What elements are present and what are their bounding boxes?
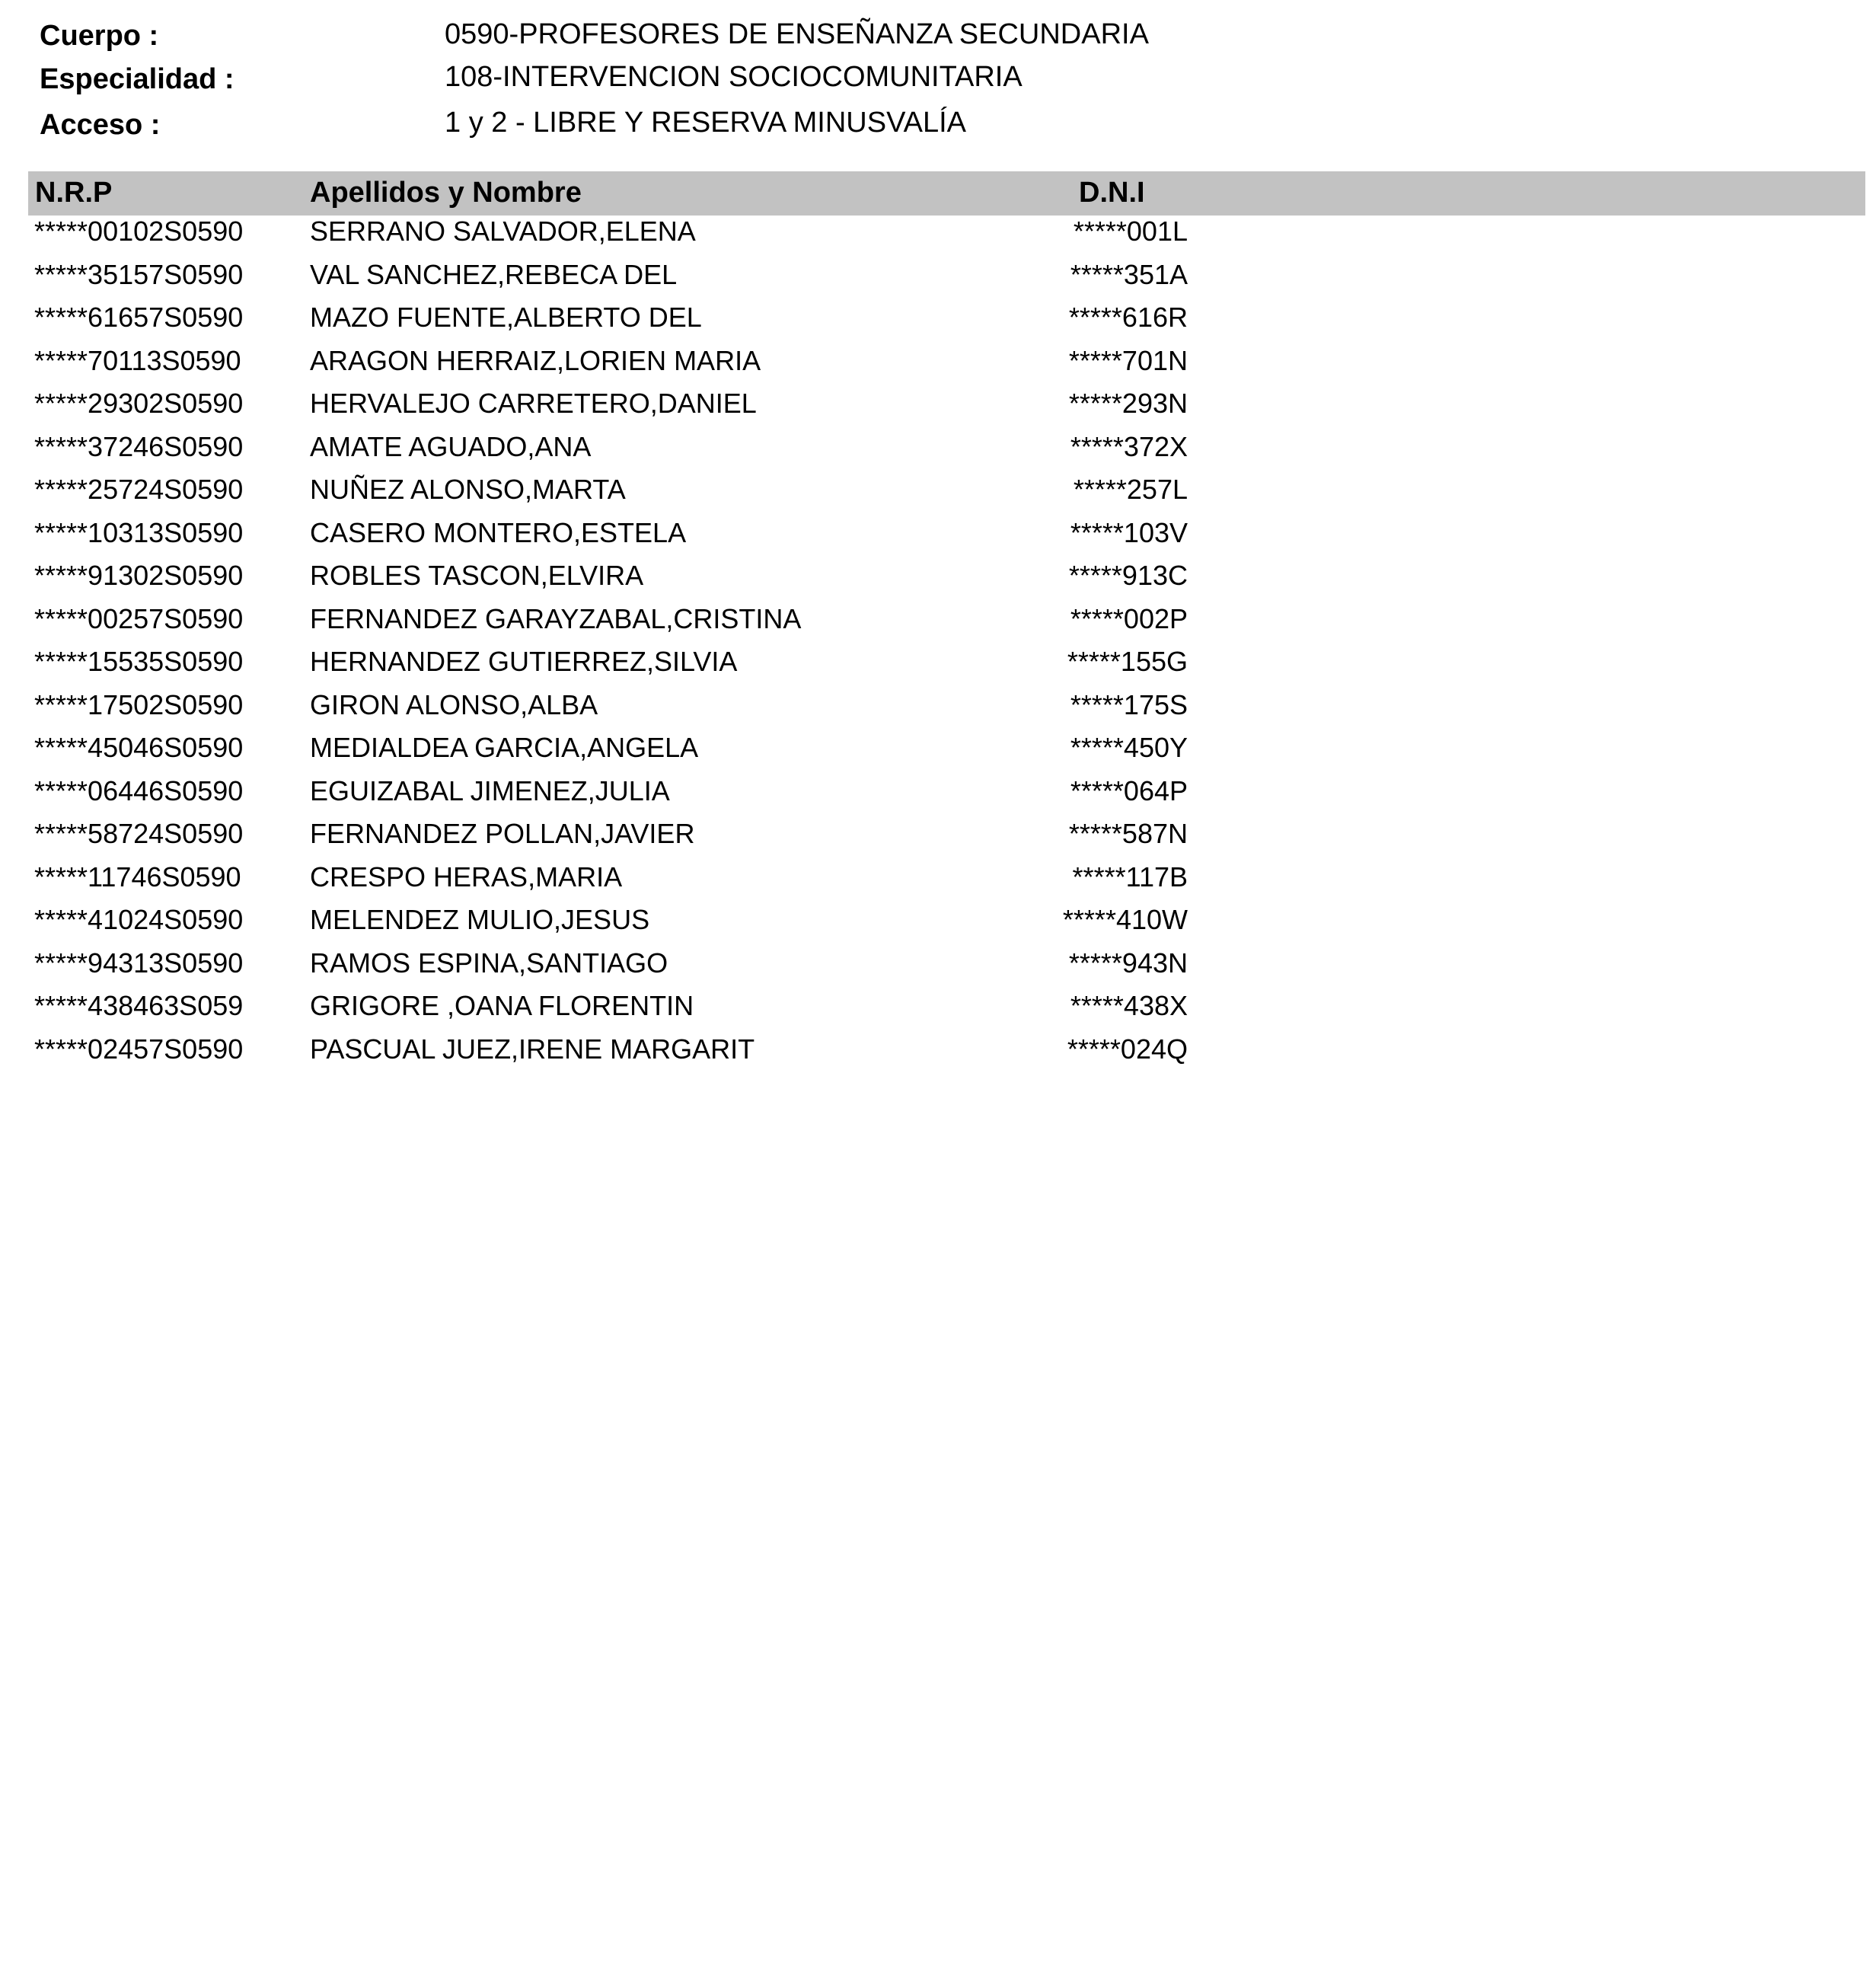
- cell-name: GIRON ALONSO,ALBA: [310, 688, 598, 720]
- table-row: [0, 218, 1876, 260]
- table-row: [0, 258, 1876, 304]
- table-row: [0, 390, 1876, 433]
- table-row: [0, 947, 1876, 992]
- cell-nrp: *****94313S0590: [34, 947, 244, 979]
- cell-nrp: *****438463S059: [34, 990, 244, 1021]
- cell-nrp: *****41024S0590: [34, 904, 244, 935]
- table-row: [0, 734, 1876, 777]
- table-row: [0, 992, 1876, 1035]
- cell-name: RAMOS ESPINA,SANTIAGO: [310, 947, 668, 979]
- cell-dni: *****616R: [1068, 302, 1188, 333]
- cell-name: MAZO FUENTE,ALBERTO DEL: [310, 302, 702, 333]
- cell-dni: *****943N: [1068, 947, 1188, 979]
- cell-dni: *****103V: [1070, 516, 1188, 548]
- table-header-bar: [28, 171, 1865, 216]
- cell-dni: *****372X: [1070, 430, 1188, 462]
- cell-name: MELENDEZ MULIO,JESUS: [310, 904, 650, 935]
- cell-name: PASCUAL JUEZ,IRENE MARGARIT: [310, 1033, 755, 1065]
- acceso-value: 1 y 2 - LIBRE Y RESERVA MINUSVALÍA: [445, 107, 966, 139]
- table-row: [0, 820, 1876, 863]
- cell-name: HERVALEJO CARRETERO,DANIEL: [310, 388, 757, 419]
- column-header-nrp: N.R.P: [35, 177, 113, 209]
- table-row: [0, 688, 1876, 734]
- cell-dni: *****024Q: [1067, 1033, 1188, 1065]
- cell-nrp: *****91302S0590: [34, 560, 244, 591]
- cell-dni: *****064P: [1070, 774, 1188, 806]
- cell-dni: *****587N: [1068, 818, 1188, 849]
- table-row: [0, 304, 1876, 346]
- especialidad-label: Especialidad :: [40, 63, 234, 95]
- cell-name: ROBLES TASCON,ELVIRA: [310, 560, 644, 591]
- table-row: [0, 648, 1876, 691]
- cell-dni: *****410W: [1062, 904, 1188, 935]
- table-row: [0, 602, 1876, 648]
- cell-dni: *****155G: [1067, 646, 1188, 677]
- cell-name: ARAGON HERRAIZ,LORIEN MARIA: [310, 344, 761, 376]
- cell-nrp: *****70113S0590: [34, 344, 241, 376]
- cell-name: MEDIALDEA GARCIA,ANGELA: [310, 732, 699, 763]
- cell-name: FERNANDEZ POLLAN,JAVIER: [310, 818, 695, 849]
- column-header-dni: D.N.I: [1079, 177, 1145, 209]
- cell-nrp: *****06446S0590: [34, 774, 244, 806]
- cell-name: SERRANO SALVADOR,ELENA: [310, 216, 696, 247]
- table-row: [0, 1033, 1876, 1078]
- cell-nrp: *****00257S0590: [34, 602, 244, 634]
- cell-nrp: *****25724S0590: [34, 474, 244, 505]
- cell-name: FERNANDEZ GARAYZABAL,CRISTINA: [310, 602, 802, 634]
- cell-nrp: *****29302S0590: [34, 388, 244, 419]
- table-row: [0, 861, 1876, 906]
- cell-dni: *****117B: [1072, 861, 1188, 893]
- cell-nrp: *****11746S0590: [34, 861, 241, 893]
- cell-nrp: *****61657S0590: [34, 302, 244, 333]
- especialidad-value: 108-INTERVENCION SOCIOCOMUNITARIA: [445, 61, 1023, 93]
- cell-dni: *****701N: [1068, 344, 1188, 376]
- cell-dni: *****450Y: [1070, 732, 1188, 763]
- cell-dni: *****001L: [1073, 216, 1188, 247]
- column-header-name: Apellidos y Nombre: [310, 177, 582, 209]
- cell-name: AMATE AGUADO,ANA: [310, 430, 592, 462]
- cell-nrp: *****37246S0590: [34, 430, 244, 462]
- cell-dni: *****438X: [1070, 990, 1188, 1021]
- cuerpo-label: Cuerpo :: [40, 20, 159, 52]
- cell-dni: *****002P: [1070, 602, 1188, 634]
- cell-name: CRESPO HERAS,MARIA: [310, 861, 623, 893]
- cell-name: VAL SANCHEZ,REBECA DEL: [310, 258, 678, 290]
- table-row: [0, 344, 1876, 390]
- table-row: [0, 562, 1876, 605]
- cell-nrp: *****02457S0590: [34, 1033, 244, 1065]
- cell-name: CASERO MONTERO,ESTELA: [310, 516, 687, 548]
- cell-dni: *****913C: [1068, 560, 1188, 591]
- cell-nrp: *****35157S0590: [34, 258, 244, 290]
- cell-name: GRIGORE ,OANA FLORENTIN: [310, 990, 694, 1021]
- cell-nrp: *****00102S0590: [34, 216, 244, 247]
- cell-name: NUÑEZ ALONSO,MARTA: [310, 474, 626, 505]
- cell-name: EGUIZABAL JIMENEZ,JULIA: [310, 774, 670, 806]
- table-row: [0, 430, 1876, 476]
- table-row: [0, 476, 1876, 519]
- cell-dni: *****257L: [1073, 474, 1188, 505]
- table-row: [0, 906, 1876, 949]
- acceso-label: Acceso :: [40, 109, 161, 141]
- table-row: [0, 774, 1876, 820]
- cell-nrp: *****17502S0590: [34, 688, 244, 720]
- cell-name: HERNANDEZ GUTIERREZ,SILVIA: [310, 646, 738, 677]
- cuerpo-value: 0590-PROFESORES DE ENSEÑANZA SECUNDARIA: [445, 18, 1149, 50]
- cell-dni: *****351A: [1070, 258, 1188, 290]
- cell-nrp: *****58724S0590: [34, 818, 244, 849]
- cell-nrp: *****10313S0590: [34, 516, 244, 548]
- cell-dni: *****293N: [1068, 388, 1188, 419]
- cell-nrp: *****45046S0590: [34, 732, 244, 763]
- cell-dni: *****175S: [1070, 688, 1188, 720]
- table-row: [0, 516, 1876, 562]
- cell-nrp: *****15535S0590: [34, 646, 244, 677]
